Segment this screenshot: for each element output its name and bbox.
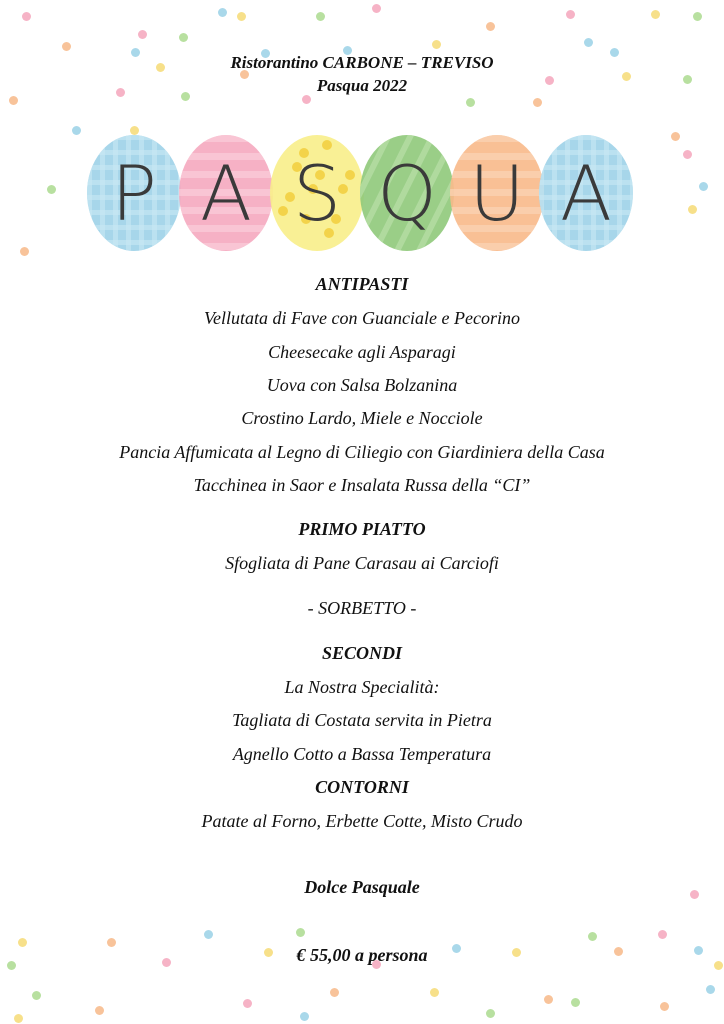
- confetti-dot: [660, 1002, 669, 1011]
- restaurant-name: Ristorantino CARBONE – TREVISO: [230, 53, 494, 72]
- menu-item: La Nostra Specialità:: [284, 677, 440, 697]
- confetti-dot: [330, 988, 339, 997]
- banner-letter: A: [560, 149, 612, 238]
- confetti-dot: [584, 38, 593, 47]
- confetti-dot: [486, 22, 495, 31]
- menu-item: Agnello Cotto a Bassa Temperatura: [232, 744, 492, 764]
- menu-item: Pancia Affumicata al Legno di Ciliegio con Giardiniera della Casa: [119, 442, 605, 462]
- dessert-title: Dolce Pasquale: [304, 877, 420, 897]
- secondi-title: SECONDI: [321, 643, 403, 663]
- confetti-dot: [22, 12, 31, 21]
- confetti-dot: [566, 10, 575, 19]
- confetti-dot: [138, 30, 147, 39]
- menu-item: Tacchinea in Saor e Insalata Russa della “CI”: [193, 475, 531, 495]
- confetti-dot: [372, 4, 381, 13]
- event-title: Pasqua 2022: [316, 76, 408, 95]
- banner-letter: U: [469, 149, 525, 238]
- eggs-illustration: [0, 125, 724, 255]
- antipasti-title: ANTIPASTI: [315, 274, 409, 294]
- easter-egg-1: [87, 135, 183, 251]
- confetti-dot: [316, 12, 325, 21]
- confetti-dot: [95, 1006, 104, 1015]
- primo-title: PRIMO PIATTO: [298, 519, 426, 539]
- menu-item: Uova con Salsa Bolzanina: [266, 375, 458, 395]
- menu-item: Crostino Lardo, Miele e Nocciole: [241, 408, 483, 428]
- easter-egg-3: [270, 135, 364, 251]
- banner-letter: A: [200, 149, 252, 238]
- easter-egg-5: [450, 135, 544, 251]
- confetti-dot: [9, 96, 18, 105]
- menu-item: Sfogliata di Pane Carasau ai Carciofi: [225, 553, 499, 573]
- confetti-dot: [430, 988, 439, 997]
- confetti-dot: [243, 999, 252, 1008]
- menu-item: Patate al Forno, Erbette Cotte, Misto Crudo: [201, 811, 523, 831]
- banner-letter: S: [292, 149, 342, 238]
- confetti-dot: [486, 1009, 495, 1018]
- confetti-dot: [544, 995, 553, 1004]
- easter-egg-2: [179, 135, 273, 251]
- easter-egg-6: [539, 135, 635, 251]
- confetti-dot: [651, 10, 660, 19]
- confetti-dot: [432, 40, 441, 49]
- banner-letter: Q: [377, 149, 437, 238]
- confetti-dot: [706, 985, 715, 994]
- confetti-dot: [302, 95, 311, 104]
- confetti-dot: [179, 33, 188, 42]
- menu-item: Cheesecake agli Asparagi: [268, 342, 456, 362]
- confetti-dot: [571, 998, 580, 1007]
- confetti-dot: [533, 98, 542, 107]
- confetti-dot: [62, 42, 71, 51]
- confetti-dot: [32, 991, 41, 1000]
- menu-item: Tagliata di Costata servita in Pietra: [232, 710, 492, 730]
- confetti-dot: [300, 1012, 309, 1021]
- confetti-dot: [237, 12, 246, 21]
- price-label: € 55,00 a persona: [296, 945, 428, 965]
- menu-item: Vellutata di Fave con Guanciale e Pecorino: [204, 308, 520, 328]
- confetti-dot: [658, 930, 667, 939]
- sorbetto-label: - SORBETTO -: [307, 598, 417, 618]
- confetti-dot: [296, 928, 305, 937]
- confetti-dot: [204, 930, 213, 939]
- confetti-dot: [693, 12, 702, 21]
- confetti-dot: [588, 932, 597, 941]
- confetti-dot: [14, 1014, 23, 1023]
- pasqua-egg-banner: [0, 125, 724, 255]
- contorni-title: CONTORNI: [315, 777, 409, 797]
- confetti-dot: [466, 98, 475, 107]
- confetti-dot: [218, 8, 227, 17]
- banner-letter: P: [111, 149, 157, 238]
